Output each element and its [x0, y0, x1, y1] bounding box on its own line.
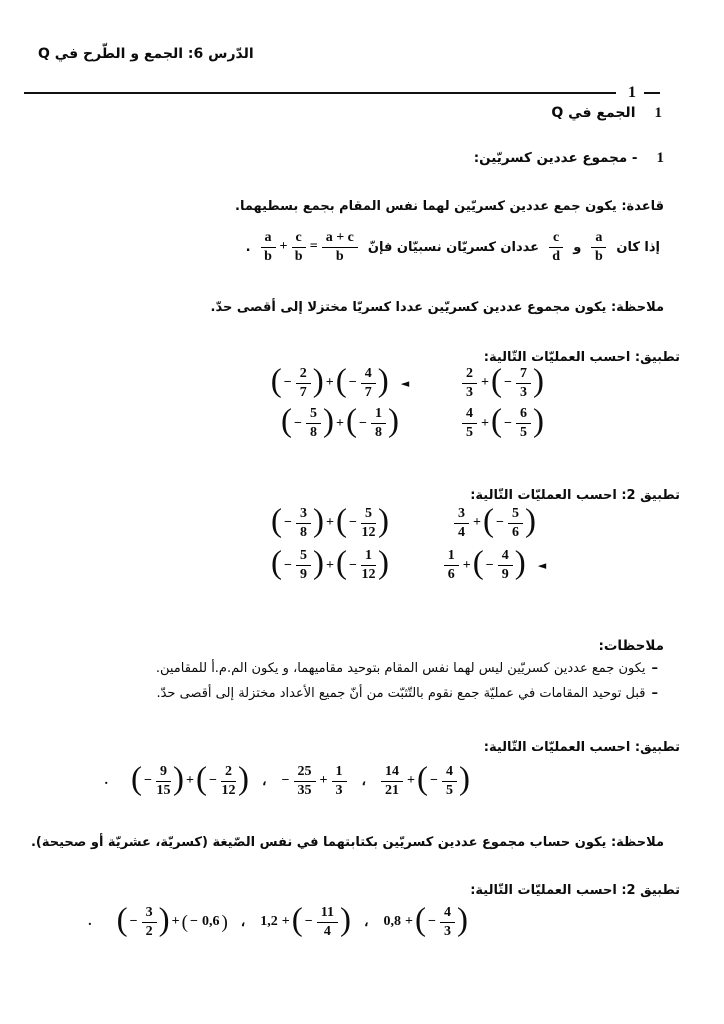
numerator: 3: [142, 905, 157, 923]
open-paren: (: [491, 402, 502, 439]
math-expression: [131, 760, 249, 798]
operator: +: [325, 375, 334, 391]
denominator: 3: [335, 782, 343, 798]
numerator: 2: [462, 366, 477, 384]
denominator: 5: [446, 782, 453, 798]
application-1-heading: [484, 350, 680, 365]
application-4-exercise-line: [88, 901, 468, 939]
numerator: 6: [516, 406, 531, 424]
operator: +: [473, 515, 481, 531]
denominator: 6: [447, 567, 455, 583]
denominator: 12: [361, 567, 376, 583]
application-4-label: تطبيق 2:: [621, 883, 680, 898]
open-paren: (: [131, 760, 143, 797]
numerator: a: [261, 230, 276, 248]
subsection-heading-sum-of-two-fractions: [474, 150, 664, 167]
close-paren: ): [524, 502, 536, 539]
line-period: .: [104, 773, 109, 789]
numerator: c: [292, 230, 306, 248]
numerator: 4: [462, 406, 477, 424]
section-label: الجمع في Q: [551, 105, 636, 121]
fraction: [442, 764, 457, 798]
application-3-text: احسب العمليّات التّالية:: [483, 740, 631, 755]
formula-period: .: [245, 239, 251, 255]
denominator: 9: [501, 567, 509, 583]
denominator: 4: [458, 524, 466, 540]
application-2-heading: [470, 488, 680, 503]
operator: −: [349, 557, 357, 573]
application-4-heading: [470, 883, 680, 898]
fraction: [332, 764, 347, 798]
addition-identity: [259, 230, 360, 264]
numerator: 25: [294, 764, 316, 782]
operator: +: [186, 773, 195, 789]
operator: −: [294, 415, 303, 431]
fraction: [261, 230, 276, 264]
math-expression: [379, 760, 470, 798]
math-expression: [271, 544, 389, 583]
operator: −: [209, 773, 217, 789]
denominator: 15: [156, 782, 171, 798]
operator: +: [462, 557, 471, 573]
fraction: [440, 905, 455, 939]
bullet-text: يكون جمع عددين كسريّين ليس لهما نفس المقام بتوحيد مقاميهما، و يكون الم.م.أ للمقامين.: [155, 661, 646, 676]
line-period: .: [88, 914, 92, 930]
operator: −: [359, 415, 367, 431]
fraction: [516, 406, 531, 440]
fraction: [361, 366, 376, 400]
close-paren: ): [221, 911, 228, 933]
denominator: 3: [466, 384, 474, 400]
fraction: [371, 406, 386, 440]
denominator: 5: [466, 425, 474, 441]
numerator: 5: [296, 548, 311, 566]
fraction: [462, 366, 477, 400]
open-paren: (: [271, 544, 283, 581]
open-paren: (: [417, 760, 429, 797]
operator: −: [349, 515, 357, 531]
section-heading-addition-in-q: [551, 105, 662, 122]
operator: −: [129, 914, 138, 930]
bullet-dash: –: [651, 661, 658, 676]
numerator: 2: [221, 764, 236, 782]
page-number: 1: [628, 84, 636, 101]
close-paren: ): [377, 502, 389, 539]
fraction: [306, 406, 321, 440]
close-paren: ): [323, 402, 335, 439]
note-paragraph: [211, 300, 664, 315]
numerator: 9: [156, 764, 171, 782]
number: 0,8: [383, 914, 402, 930]
operator: −: [284, 557, 293, 573]
denominator: 8: [374, 425, 382, 441]
operator: −: [348, 375, 357, 391]
operator: +: [336, 415, 344, 431]
math-expression: [281, 402, 399, 441]
numerator: 11: [317, 905, 338, 923]
open-paren: (: [291, 901, 303, 938]
close-paren: ): [238, 760, 249, 797]
numerator: 1: [332, 764, 347, 782]
marker-triangle-icon: ◄: [537, 559, 547, 573]
denominator: 8: [310, 425, 318, 441]
application-3-label: تطبيق:: [634, 740, 680, 755]
fraction: [296, 366, 311, 400]
fraction: [221, 764, 236, 798]
close-paren: ): [459, 760, 470, 797]
operator: −: [485, 557, 494, 573]
fraction: [444, 548, 459, 582]
subsection-number: 1: [656, 150, 664, 166]
numerator: 4: [440, 905, 455, 923]
note-bullet-2: [156, 686, 658, 701]
operator: +: [481, 375, 489, 391]
header-rule-line: [24, 92, 616, 94]
rule-text: يكون جمع عددين كسريّين لهما نفس المقام بجمع بسطيهما.: [235, 199, 617, 214]
fraction: [361, 506, 376, 540]
open-paren: (: [271, 502, 283, 539]
bullet-text: قبل توحيد المقامات في عمليّة جمع نقوم بالتّثبّت من أنّ جميع الأعداد مختزلة إلى أقصى حدّ.: [156, 686, 646, 701]
formula-conjunction: و: [573, 239, 582, 255]
denominator: 8: [300, 524, 308, 540]
denominator: 12: [361, 524, 376, 540]
fraction: [317, 905, 338, 939]
denominator: b: [335, 248, 344, 264]
note-paragraph: [31, 835, 664, 850]
close-paren: ): [514, 544, 526, 581]
denominator: 3: [444, 923, 451, 939]
open-paren: (: [336, 502, 347, 539]
denominator: 9: [300, 567, 308, 583]
close-paren: ): [340, 901, 351, 938]
rule-label: قاعدة:: [621, 199, 664, 214]
math-expression: [271, 502, 389, 540]
numerator: 4: [442, 764, 457, 782]
fraction: [498, 548, 513, 582]
operator: +: [326, 515, 334, 531]
close-paren: ): [173, 760, 185, 797]
close-paren: ): [532, 402, 544, 439]
operator: −: [189, 914, 198, 930]
numerator: c: [549, 230, 563, 248]
section-number: 1: [654, 105, 662, 121]
application-2-label: تطبيق 2:: [621, 488, 680, 503]
note-text: يكون حساب مجموع عددين كسريّين بكتابتهما في نفس الصّيغة (كسريّة، عشريّة أو صحيحة).: [30, 835, 607, 850]
bullet-dash: –: [651, 686, 658, 701]
denominator: 6: [511, 524, 519, 540]
numerator: 4: [498, 548, 513, 566]
denominator: 3: [519, 384, 527, 400]
close-paren: ): [387, 402, 399, 439]
numerator: a: [591, 230, 606, 248]
fraction: [591, 230, 606, 264]
operator: +: [326, 557, 334, 573]
subsection-label: - مجموع عددين كسريّين:: [473, 150, 638, 166]
expression-separator: ،: [364, 914, 369, 930]
rule-formula-line: [246, 230, 660, 264]
operator: −: [283, 375, 292, 391]
operator: −: [430, 773, 438, 789]
open-paren: (: [270, 362, 282, 399]
fraction: [462, 406, 477, 440]
math-expression: [280, 764, 349, 798]
denominator: 4: [323, 923, 331, 939]
fraction: [361, 548, 376, 582]
note-label: ملاحظة:: [610, 835, 664, 850]
close-paren: ): [457, 901, 468, 938]
close-paren: ): [313, 544, 325, 581]
operator: +: [279, 239, 288, 255]
open-paren: (: [472, 544, 484, 581]
operator: −: [281, 773, 290, 789]
number: 0,6: [201, 914, 220, 930]
numerator: a + c: [322, 230, 358, 248]
open-paren: (: [491, 362, 502, 399]
fraction: [549, 230, 563, 264]
close-paren: ): [158, 901, 170, 938]
open-paren: (: [196, 760, 208, 797]
application-1-label: تطبيق:: [634, 350, 680, 365]
lesson-title: الدّرس 6: الجمع و الطّرح في Q: [38, 46, 254, 62]
operator: −: [504, 375, 512, 391]
notes-heading: ملاحظات:: [598, 638, 664, 654]
fraction: [296, 506, 311, 540]
rule-paragraph: [235, 199, 664, 214]
fraction-c-over-d: [547, 230, 565, 264]
numerator: 5: [508, 506, 523, 524]
fraction: [454, 506, 469, 540]
operator: −: [496, 515, 504, 531]
numerator: 14: [381, 764, 403, 782]
math-expression: [442, 544, 547, 583]
math-expression: [382, 901, 468, 939]
operator: +: [171, 914, 180, 930]
numerator: 1: [361, 548, 376, 566]
close-paren: ): [377, 544, 389, 581]
numerator: 3: [296, 506, 311, 524]
denominator: 21: [385, 782, 400, 798]
operator: =: [309, 239, 318, 255]
open-paren: (: [346, 402, 357, 439]
close-paren: ): [377, 362, 389, 399]
application-3-heading: [484, 740, 680, 755]
note-bullet-1: [156, 661, 658, 676]
denominator: d: [552, 248, 561, 264]
note-label: ملاحظة:: [610, 300, 664, 315]
denominator: 5: [519, 425, 527, 441]
marker-triangle-icon: ◄: [400, 376, 410, 390]
expression-separator: ،: [240, 914, 246, 930]
application-2-text: احسب العمليّات التّالية:: [470, 488, 617, 503]
fraction: [508, 506, 523, 540]
expression-separator: ،: [361, 773, 367, 789]
fraction: [156, 764, 171, 798]
operator: +: [405, 914, 414, 930]
denominator: 7: [364, 384, 372, 400]
fraction: [381, 764, 403, 798]
operator: +: [407, 773, 416, 789]
numerator: 4: [361, 366, 376, 384]
open-paren: (: [483, 502, 494, 539]
math-expression: [460, 362, 544, 400]
math-expression: [460, 402, 544, 441]
denominator: 12: [221, 782, 236, 798]
operator: −: [304, 914, 313, 930]
open-paren: (: [336, 544, 347, 581]
denominator: b: [594, 248, 603, 264]
numerator: 3: [454, 506, 469, 524]
close-paren: ): [532, 362, 544, 399]
math-expression: [258, 901, 351, 939]
fraction-a-over-b: [589, 230, 608, 264]
open-paren: (: [415, 901, 427, 938]
fraction: [322, 230, 358, 264]
header-rule-dash: [644, 92, 660, 94]
application-1-exercise-grid: [262, 362, 544, 441]
open-paren: (: [116, 901, 128, 938]
fraction: [142, 905, 157, 939]
operator: +: [481, 415, 489, 431]
operator: +: [281, 914, 290, 930]
operator: +: [319, 773, 328, 789]
application-2-exercise-grid: [250, 502, 547, 583]
open-paren: (: [181, 911, 188, 933]
operator: −: [504, 415, 512, 431]
open-paren: (: [281, 402, 293, 439]
denominator: 35: [297, 782, 312, 798]
application-4-text: احسب العمليّات التّالية:: [470, 883, 617, 898]
fraction: [296, 548, 311, 582]
numerator: 1: [444, 548, 459, 566]
fraction: [516, 366, 531, 400]
number: 1,2: [260, 914, 278, 930]
math-expression: [452, 502, 536, 540]
operator: −: [284, 515, 293, 531]
application-3-exercise-line: [104, 760, 470, 798]
denominator: 2: [145, 923, 153, 939]
note-text: يكون مجموع عددين كسريّين عددا كسريّا مختزلا إلى أقصى حدّ.: [210, 300, 607, 315]
fraction: [294, 764, 316, 798]
denominator: 7: [299, 384, 307, 400]
math-expression: [270, 362, 410, 400]
formula-middle-text: عددان كسريّان نسبيّان فإنّ: [367, 239, 540, 255]
numerator: 2: [296, 366, 311, 384]
operator: −: [144, 773, 153, 789]
operator: −: [428, 914, 436, 930]
numerator: 5: [306, 406, 321, 424]
numerator: 1: [371, 406, 386, 424]
numerator: 7: [516, 366, 531, 384]
denominator: b: [264, 248, 272, 264]
denominator: b: [294, 248, 303, 264]
close-paren: ): [312, 362, 324, 399]
expression-separator: ،: [262, 773, 267, 789]
application-1-text: احسب العمليّات التّالية:: [483, 350, 631, 365]
math-expression: [116, 901, 228, 939]
formula-intro-text: إذا كان: [616, 239, 660, 255]
numerator: 5: [361, 506, 376, 524]
open-paren: (: [335, 362, 347, 399]
fraction: [292, 230, 306, 264]
close-paren: ): [313, 502, 325, 539]
header-rule: [24, 84, 660, 102]
